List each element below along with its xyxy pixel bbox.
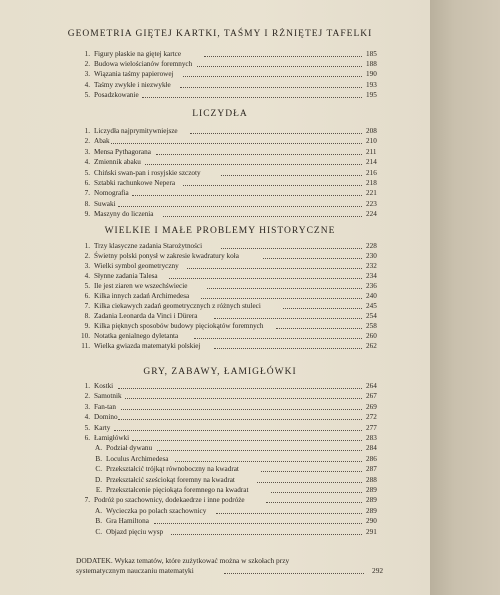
entry-number: 2.	[84, 252, 90, 260]
toc-entry	[76, 200, 376, 209]
toc-entry	[76, 262, 376, 271]
toc-entry	[76, 486, 376, 495]
entry-number: 9.	[84, 210, 90, 219]
leader-dots	[118, 418, 362, 420]
entry-page-number: 208	[366, 127, 377, 135]
toc-entry	[76, 403, 376, 412]
toc-entry	[76, 455, 376, 464]
addendum-line-2-row	[76, 566, 396, 576]
entry-number: A.	[95, 444, 102, 453]
toc-entry	[76, 465, 376, 474]
facing-page-edge	[430, 0, 500, 595]
leader-dots	[221, 247, 362, 249]
leader-dots	[194, 337, 362, 339]
entry-number: 2.	[84, 392, 90, 401]
leader-dots	[180, 86, 362, 88]
entry-page-number: 267	[366, 392, 377, 401]
entry-title: Posadzkowanie	[94, 90, 139, 99]
entry-number: 9.	[84, 322, 90, 330]
entry-number: 5.	[84, 423, 90, 432]
entry-number: 1.	[84, 127, 90, 135]
entry-title: Podróż po szachownicy, dodekaedrze i inne podróże	[94, 496, 245, 505]
leader-dots	[201, 297, 363, 299]
entry-title: Wycieczka po polach szachownicy	[106, 506, 207, 515]
entry-page-number: 289	[366, 496, 377, 505]
entry-title: Kilka innych zadań Archimedesa	[94, 292, 190, 300]
entry-page-number: 185	[366, 50, 377, 58]
entry-page-number: 188	[366, 60, 377, 69]
leader-dots	[271, 491, 362, 493]
entry-title: Nomografia	[94, 189, 129, 198]
leader-dots	[216, 512, 362, 514]
entry-number: 3.	[84, 70, 90, 79]
leader-dots	[221, 174, 362, 176]
entry-number: 7.	[84, 189, 90, 198]
entry-number: 4.	[84, 158, 90, 167]
toc-entry	[76, 252, 376, 261]
leader-dots	[190, 132, 362, 134]
entry-title: Suwaki	[94, 199, 116, 208]
entry-page-number: 289	[366, 506, 377, 515]
toc-entry	[76, 60, 376, 69]
entry-page-number: 288	[366, 475, 377, 484]
toc-entry	[76, 322, 376, 331]
entry-title: Przekształcić sześciokąt foremny na kwadrat	[106, 475, 235, 484]
entry-page-number: 258	[366, 322, 377, 330]
toc-entry	[76, 282, 376, 291]
entry-page-number: 211	[366, 147, 377, 156]
entry-page-number: 236	[366, 282, 377, 290]
leader-dots	[145, 163, 362, 165]
addendum-page: 292	[372, 566, 384, 575]
addendum-entry	[76, 556, 396, 576]
leader-dots	[111, 142, 362, 144]
leader-dots	[121, 408, 362, 410]
leader-dots	[283, 307, 362, 309]
leader-dots	[157, 449, 362, 451]
toc-entry	[76, 332, 376, 341]
entry-number: 3.	[84, 402, 90, 411]
entry-title: Figury płaskie na giętej kartce	[94, 50, 182, 58]
toc-entry	[76, 312, 376, 321]
entry-title: Karty	[94, 423, 111, 432]
leader-dots	[214, 317, 362, 319]
entry-page-number: 195	[366, 90, 377, 99]
entry-title: Gra Hamiltona	[106, 517, 149, 526]
entry-title: Łamigłówki	[94, 434, 130, 442]
entry-number: 8.	[84, 312, 90, 320]
entry-page-number: 224	[366, 210, 377, 219]
entry-number: 5.	[84, 90, 90, 99]
entry-page-number: 254	[366, 312, 377, 320]
entry-title: Świetny polski ponysł w zakresie kwadratury koła	[94, 252, 239, 260]
entry-number: 8.	[84, 199, 90, 208]
toc-entry	[76, 434, 376, 443]
entry-page-number: 286	[366, 454, 377, 463]
entry-title: Abak	[94, 137, 110, 146]
toc-entry	[76, 392, 376, 401]
section-heading: LICZYDŁA	[192, 109, 248, 119]
entry-number: 4.	[84, 272, 90, 280]
entry-number: D.	[95, 475, 102, 484]
entry-number: 4.	[84, 413, 90, 422]
entry-title: Wielki symbol geometryczny	[94, 262, 179, 270]
leader-dots	[224, 572, 364, 574]
entry-title: Chiński swan-pan i rosyjskie szczoty	[94, 168, 201, 177]
entry-number: 6.	[84, 179, 90, 187]
entry-number: 3.	[84, 147, 90, 156]
entry-title: Budowa wielościanów foremnych	[94, 60, 193, 69]
toc-entry	[76, 91, 376, 100]
entry-title: Samotnik	[94, 392, 122, 401]
toc-entry	[76, 189, 376, 198]
entry-page-number: 245	[366, 302, 377, 310]
entry-title: Wielka gwiazda matematyki polskiej	[94, 342, 201, 350]
toc-entry	[76, 148, 376, 157]
toc-entry	[76, 528, 376, 537]
entry-number: 7.	[84, 302, 90, 310]
entry-page-number: 289	[366, 486, 377, 494]
toc-entry	[76, 517, 376, 526]
entry-page-number: 190	[366, 70, 377, 79]
leader-dots	[163, 215, 362, 217]
entry-page-number: 283	[366, 434, 377, 442]
toc-entry	[76, 81, 376, 90]
toc-entry	[76, 158, 376, 167]
leader-dots	[118, 387, 362, 389]
leader-dots	[175, 460, 362, 462]
leader-dots	[266, 501, 362, 503]
leader-dots	[197, 65, 362, 67]
leader-dots	[171, 533, 362, 535]
entry-page-number: 240	[366, 292, 377, 300]
entry-page-number: 272	[366, 413, 377, 422]
entry-number: 1.	[84, 382, 90, 390]
entry-title: Zadania Leonarda da Vinci i Dürera	[94, 312, 198, 320]
entry-page-number: 262	[366, 342, 377, 350]
entry-number: A.	[95, 506, 102, 515]
entry-number: 4.	[84, 80, 90, 89]
toc-entry	[76, 302, 376, 311]
toc-entry	[76, 444, 376, 453]
entry-page-number: 260	[366, 332, 377, 340]
toc-entry	[76, 507, 376, 516]
addendum-line-2: systematycznym nauczaniu matematyki	[76, 566, 194, 575]
entry-title: Liczydła najprymitywniejsze	[94, 127, 178, 135]
entry-title: Wiązania taśmy papierowej	[94, 70, 174, 79]
section-heading: GRY, ZABAWY, ŁAMIGŁÓWKI	[143, 367, 297, 377]
toc-entry	[76, 272, 376, 281]
entry-page-number: 221	[366, 189, 377, 198]
entry-page-number: 228	[366, 242, 377, 250]
entry-number: E.	[95, 486, 102, 494]
entry-title: Trzy klasyczne zadania Starożytności	[94, 242, 203, 250]
entry-title: Ile jest ziaren we wszechświecie	[94, 282, 188, 290]
toc-entry	[76, 70, 376, 79]
entry-title: Kostki	[94, 382, 114, 390]
toc-entry	[76, 242, 376, 251]
entry-page-number: 287	[366, 465, 377, 474]
toc-entry	[76, 424, 376, 433]
leader-dots	[132, 194, 363, 196]
entry-number: B.	[95, 454, 102, 463]
toc-entry	[76, 476, 376, 485]
leader-dots	[187, 267, 362, 269]
leader-dots	[276, 327, 362, 329]
leader-dots	[156, 153, 362, 155]
entry-title: Notatka genialnego dyletanta	[94, 332, 179, 340]
entry-number: B.	[95, 517, 102, 526]
leader-dots	[257, 481, 362, 483]
leader-dots	[207, 287, 362, 289]
entry-page-number: 234	[366, 272, 377, 280]
entry-title: Maszyny do liczenia	[94, 210, 154, 219]
entry-number: 6.	[84, 292, 90, 300]
toc-entry	[76, 382, 376, 391]
entry-number: 2.	[84, 137, 90, 146]
entry-page-number: 284	[366, 444, 377, 453]
section-heading: GEOMETRIA GIĘTEJ KARTKI, TAŚMY I RŻNIĘTEJ TAFELKI	[67, 29, 373, 39]
entry-number: 1.	[84, 50, 90, 58]
entry-title: Objazd pięciu wysp	[106, 527, 164, 536]
entry-page-number: 210	[366, 137, 377, 146]
entry-number: 11.	[81, 342, 90, 350]
entry-page-number: 291	[366, 527, 377, 536]
leader-dots	[261, 470, 362, 472]
toc-entry	[76, 127, 376, 136]
section-heading: WIELKIE I MAŁE PROBLEMY HISTORYCZNE	[104, 226, 336, 236]
entry-title: Fan-tan	[94, 402, 116, 411]
leader-dots	[263, 257, 362, 259]
entry-title: Słynne zadania Talesa	[94, 272, 158, 280]
leader-dots	[125, 397, 362, 399]
entry-title: Kilka pięknych sposobów budowy pięciokątów foremnych	[94, 322, 264, 330]
entry-page-number: 223	[366, 199, 377, 208]
leader-dots	[169, 277, 362, 279]
toc-entry	[76, 413, 376, 422]
entry-title: Mensa Pythagorana	[94, 147, 151, 156]
toc-entry	[76, 137, 376, 146]
leader-dots	[154, 522, 362, 524]
leader-dots	[142, 96, 362, 98]
entry-page-number: 193	[366, 80, 377, 89]
toc-entry	[76, 292, 376, 301]
entry-title: Kilka ciekawych zadań geometrycznych z różnych stuleci	[94, 302, 261, 310]
leader-dots	[214, 347, 362, 349]
entry-page-number: 232	[366, 262, 377, 270]
toc-entry	[76, 169, 376, 178]
entry-title: Taśmy zwykłe i niezwykłe	[94, 80, 171, 89]
entry-title: Przekształcenie pięciokąta foremnego na kwadrat	[106, 486, 249, 494]
entry-number: 5.	[84, 168, 90, 177]
entry-title: Sztabki rachunkowe Nepera	[94, 179, 176, 187]
entry-number: 6.	[84, 434, 90, 442]
entry-title: Domino	[94, 413, 118, 422]
leader-dots	[183, 75, 362, 77]
toc-entry	[76, 210, 376, 219]
leader-dots	[132, 439, 363, 441]
entry-number: 3.	[84, 262, 90, 270]
entry-number: 10.	[81, 332, 90, 340]
toc-entry	[76, 342, 376, 351]
entry-title: Loculus Archimedesa	[106, 454, 169, 463]
toc-entry	[76, 50, 376, 59]
entry-number: C.	[95, 527, 102, 536]
entry-page-number: 269	[366, 402, 377, 411]
entry-number: 7.	[84, 496, 90, 505]
entry-title: Podział dywanu	[106, 444, 153, 453]
entry-page-number: 214	[366, 158, 377, 167]
entry-title: Przekształcić trójkąt równoboczny na kwadrat	[106, 465, 239, 474]
entry-title: Zmiennik abaku	[94, 158, 141, 167]
entry-page-number: 264	[366, 382, 377, 390]
entry-page-number: 230	[366, 252, 377, 260]
toc-entry	[76, 496, 376, 505]
entry-number: C.	[95, 465, 102, 474]
leader-dots	[118, 205, 362, 207]
addendum-line-1: DODATEK. Wykaz tematów, które zużytkować można w szkołach przy	[76, 556, 290, 565]
leader-dots	[183, 184, 362, 186]
entry-page-number: 290	[366, 517, 377, 526]
entry-page-number: 277	[366, 423, 377, 432]
entry-number: 5.	[84, 282, 90, 290]
entry-number: 1.	[84, 242, 90, 250]
toc-entry	[76, 179, 376, 188]
leader-dots	[114, 429, 362, 431]
leader-dots	[204, 55, 362, 57]
entry-page-number: 218	[366, 179, 377, 187]
entry-page-number: 216	[366, 168, 377, 177]
entry-number: 2.	[84, 60, 90, 69]
